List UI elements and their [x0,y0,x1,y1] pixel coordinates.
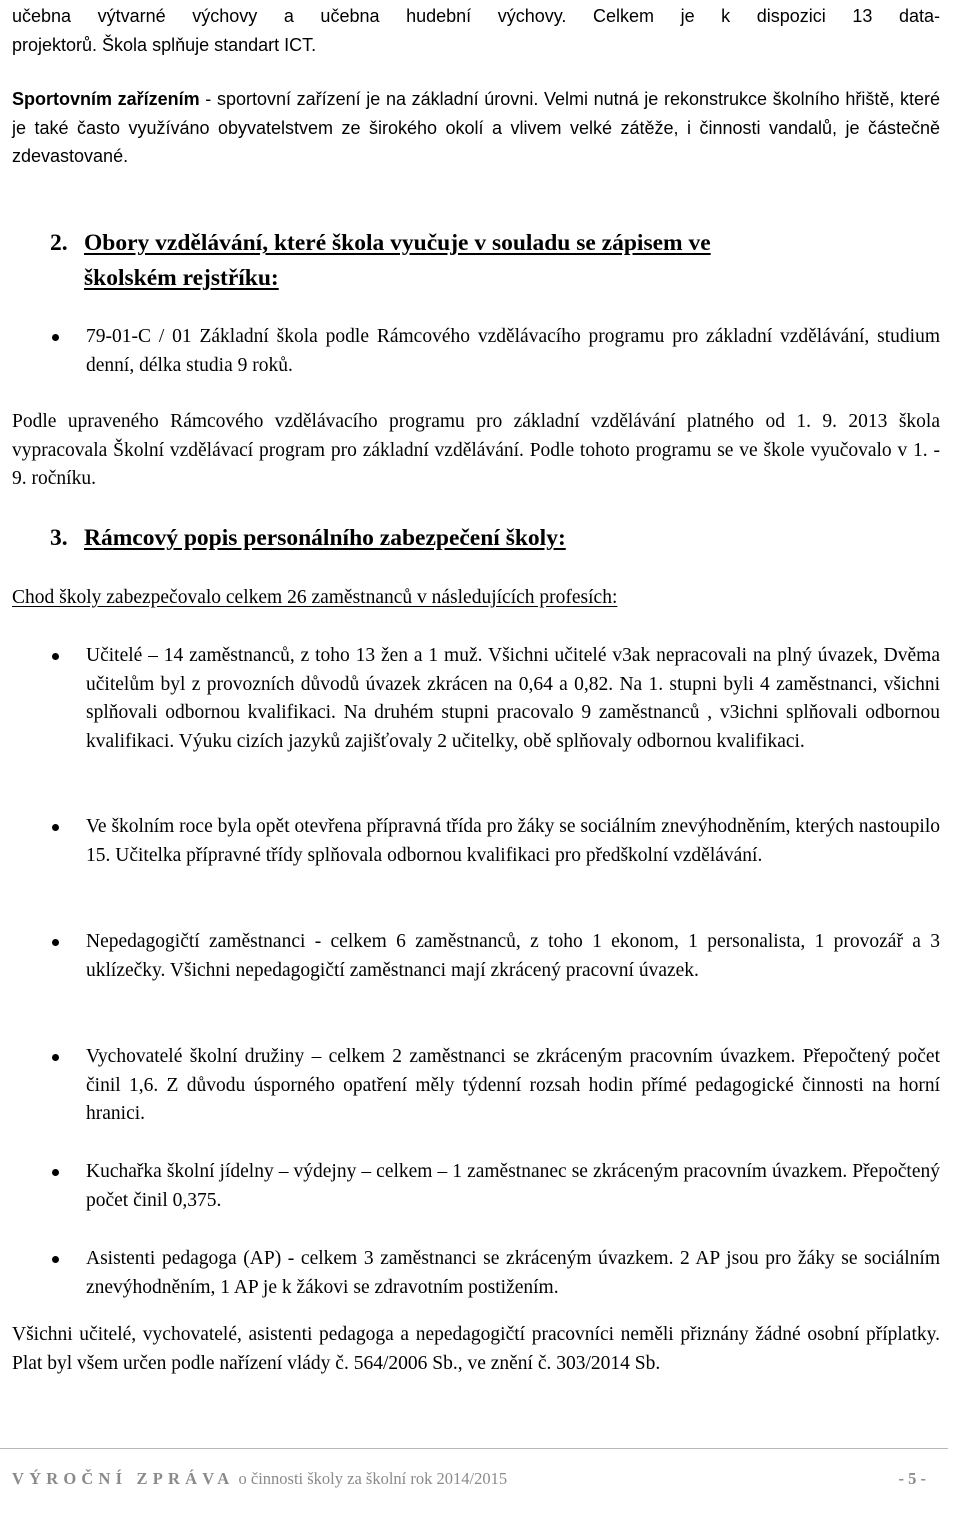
list-item-educators [12,1043,940,1129]
bullet-icon [52,1256,59,1263]
bullet-icon [52,1169,59,1176]
section-3-subtitle [12,584,940,613]
sport-label: Sportovním zařízením [12,89,200,109]
page-footer [0,1448,948,1511]
sport-text: - sportovní zařízení je na základní úrovni. Velmi nutná je rekonstrukce školního hřiště, které je také často využíváno obyvatelstvem ze širokého okolí a vlivem velké zátěže, i činnosti vandalů, je částečně zdevastované. [12,89,940,166]
non-teaching-staff-text: Nepedagogičtí zaměstnanci - celkem 6 zaměstnanců, z toho 1 ekonom, 1 personalista, 1 provozář a 3 uklízečky. Všichni nepedagogičtí zaměstnanci mají zkrácený pracovní úvazek. [86,931,940,981]
cook-text: Kuchařka školní jídelny – výdejny – celkem – 1 zaměstnanec se zkráceným pracovním úvazkem. Přepočtený počet činil 0,375. [86,1161,940,1211]
assistants-text: Asistenti pedagoga (AP) - celkem 3 zaměstnanci se zkráceným úvazkem. 2 AP jsou pro žáky se sociálním znevýhodněním, 1 AP je k žákovi se zdravotním postižením. [86,1248,940,1298]
section-2-paragraph [12,408,940,494]
page-number: - 5 - [898,1469,926,1488]
intro-line-1: učebna výtvarné výchovy a učebna hudební výchovy. Celkem je k dispozici 13 data- [12,6,940,26]
intro-paragraph-sport [12,85,940,171]
section-3-heading [12,521,940,556]
footer-report-subtitle: o činnosti školy za školní rok 2014/2015 [238,1469,508,1488]
intro-paragraph-equipment [12,2,940,59]
list-item-teachers [12,642,940,756]
list-item-non-teaching-staff [12,928,940,985]
section-3-title: Rámcový popis personálního zabezpečení školy: [84,525,566,551]
list-item-assistants [12,1245,940,1302]
section-2-title-line-1: Obory vzdělávání, které škola vyučuje v souladu se zápisem ve [84,230,711,256]
footer-title [12,1469,507,1489]
educators-text: Vychovatelé školní družiny – celkem 2 zaměstnanci se zkráceným pracovním úvazkem. Přepočtený počet činil 1,6. Z důvodu úsporného opatření měly týdenní rozsah hodin přímé pedagogické činnosti na horní hranici. [86,1046,940,1124]
bullet-icon [52,653,59,660]
bullet-icon [52,939,59,946]
list-item-cook [12,1158,940,1215]
intro-line-2: projektorů. Škola splňuje standart ICT. [12,34,317,55]
section-2-number: 2. [50,230,68,256]
closing-paragraph-text: Všichni učitelé, vychovatelé, asistenti pedagoga a nepedagogičtí pracovníci neměli přiznány žádné osobní příplatky. Plat byl všem určen podle nařízení vlády č. 564/2006 Sb., ve znění č. 303/2014 Sb. [12,1324,940,1374]
closing-paragraph [12,1321,940,1378]
section-2-title-line-2: školském rejstříku: [84,265,279,291]
section-3-subtitle-text: Chod školy zabezpečovalo celkem 26 zaměstnanců v následujících profesích: [12,587,618,608]
bullet-icon [52,824,59,831]
section-2-heading [12,226,940,296]
section-3-number: 3. [50,525,68,551]
footer-report-label: VÝROČNÍ ZPRÁVA [12,1469,235,1488]
program-text: 79-01-C / 01 Základní škola podle Rámcového vzdělávacího programu pro základní vzdělávání, studium denní, délka studia 9 roků. [86,326,940,376]
preparatory-class-text: Ve školním roce byla opět otevřena přípravná třída pro žáky se sociálním znevýhodněním, kterých nastoupilo 15. Učitelka přípravné třídy splňovala odbornou kvalifikaci pro předškolní vzdělávání. [86,816,940,866]
list-item-program [12,323,940,380]
list-item-preparatory-class [12,813,940,870]
bullet-icon [52,334,59,341]
teachers-text: Učitelé – 14 zaměstnanců, z toho 13 žen a 1 muž. Všichni učitelé v3ak nepracovali na plný úvazek, Dvěma učitelům byl z provozních důvodů úvazek zkrácen na 0,64 a 0,82. Na 1. stupni byli 4 zaměstnanci, všichni splňovali odbornou kvalifikaci. Na druhém stupni pracovalo 9 zaměstnanců , v3ichni splňovali odbornou kvalifikaci. Výuku cizích jazyků zajišťovaly 2 učitelky, obě splňovaly odbornou kvalifikaci. [86,645,940,752]
section-2-paragraph-text: Podle upraveného Rámcového vzdělávacího programu pro základní vzdělávání platného od 1. 9. 2013 škola vypracovala Školní vzdělávací program pro základní vzdělávání. Podle tohoto programu se ve škole vyučovalo v 1. - 9. ročníku. [12,411,940,489]
bullet-icon [52,1054,59,1061]
